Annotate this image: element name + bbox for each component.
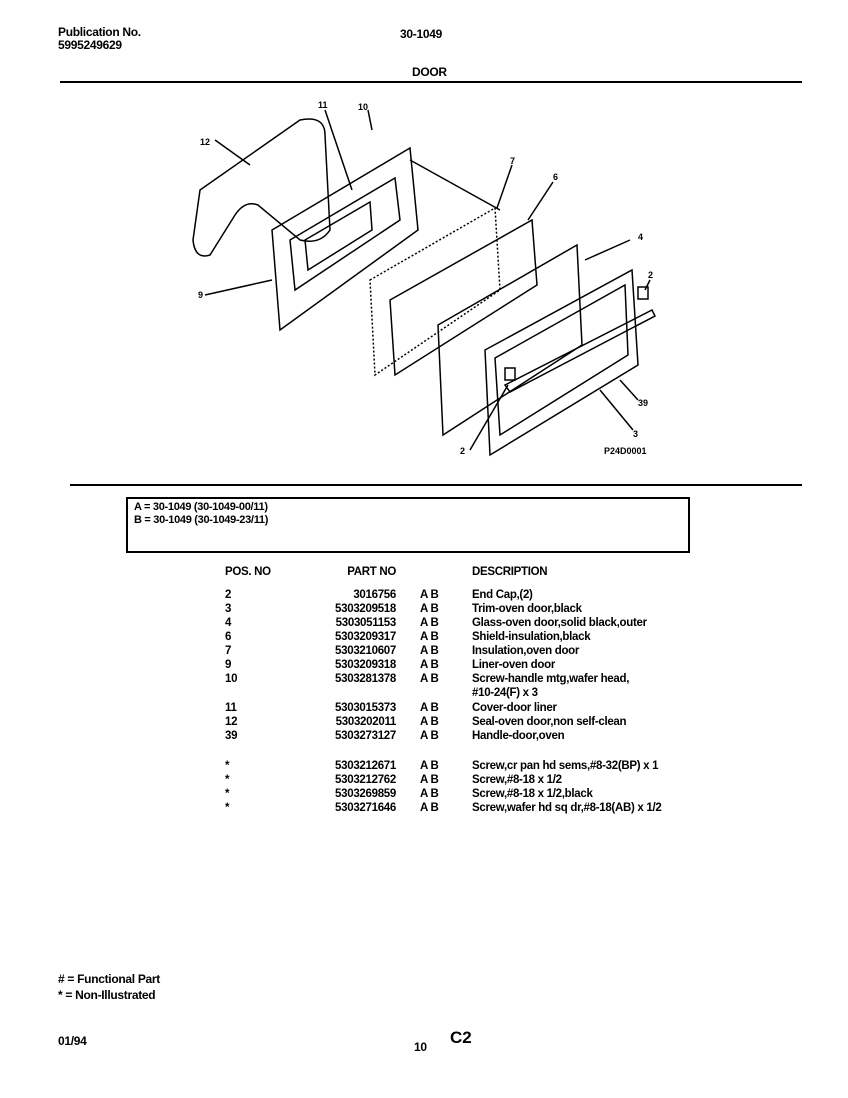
table-row: [0, 716, 848, 730]
page-code: C2: [450, 1028, 472, 1047]
pos-cell: *: [225, 760, 230, 772]
part-number-cell: 5303271646: [335, 802, 396, 814]
header-desc: DESCRIPTION: [472, 566, 548, 578]
part-number-cell: 5303015373: [335, 702, 396, 714]
description-cell: Handle-door,oven: [472, 730, 565, 742]
model-cell: A B: [420, 589, 439, 601]
part-number-cell: 5303209317: [335, 631, 396, 643]
footnote-functional: # = Functional Part: [58, 972, 160, 986]
callout: 39: [638, 398, 649, 408]
table-row: [0, 687, 848, 701]
description-cell: Screw,#8-18 x 1/2,black: [472, 788, 593, 800]
header-pos: POS. NO: [225, 566, 271, 578]
pos-cell: 12: [225, 716, 238, 728]
description-cell: Liner-oven door: [472, 659, 556, 671]
table-row: [0, 617, 848, 631]
pos-cell: 4: [225, 617, 232, 629]
description-cell: End Cap,(2): [472, 589, 533, 601]
table-row: [0, 760, 848, 774]
callout: 9: [198, 290, 204, 300]
model-cell: A B: [420, 730, 439, 742]
part-number-cell: 5303209318: [335, 659, 396, 671]
description-cell: Shield-insulation,black: [472, 631, 591, 643]
table-row: [0, 730, 848, 744]
legend-line-b: B = 30-1049 (30-1049-23/11): [134, 514, 269, 526]
pos-cell: 10: [225, 673, 238, 685]
description-cell: Seal-oven door,non self-clean: [472, 716, 627, 728]
liner-part-9: [272, 148, 418, 330]
table-row: [0, 603, 848, 617]
model-cell: A B: [420, 702, 439, 714]
description-cell: Trim-oven door,black: [472, 603, 582, 615]
table-header: [0, 566, 848, 580]
model-legend-box: [126, 497, 690, 553]
description-cell: Cover-door liner: [472, 702, 557, 714]
part-number-cell: 5303051153: [335, 617, 396, 629]
callout: 3: [633, 429, 639, 439]
part-number-cell: 5303273127: [335, 730, 396, 742]
part-number-cell: 5303269859: [335, 788, 396, 800]
model-cell: A B: [420, 760, 439, 772]
part-number-cell: 5303281378: [335, 673, 396, 685]
part-number-cell: 5303209518: [335, 603, 396, 615]
table-row: [0, 788, 848, 802]
description-cell: Glass-oven door,solid black,outer: [472, 617, 647, 629]
pos-cell: 3: [225, 603, 232, 615]
model-cell: A B: [420, 716, 439, 728]
description-cell: #10-24(F) x 3: [472, 687, 538, 699]
model-cell: A B: [420, 617, 439, 629]
description-cell: Screw,#8-18 x 1/2: [472, 774, 562, 786]
pos-cell: 6: [225, 631, 232, 643]
table-row: [0, 589, 848, 603]
part-number-cell: 5303210607: [335, 645, 396, 657]
pos-cell: 2: [225, 589, 232, 601]
model-cell: A B: [420, 788, 439, 800]
model-number: 30-1049: [400, 27, 442, 41]
description-cell: Insulation,oven door: [472, 645, 580, 657]
shield-part-6: [390, 220, 537, 375]
publication-number: 5995249629: [58, 38, 122, 52]
legend-line-a: A = 30-1049 (30-1049-00/11): [134, 501, 268, 513]
callout: 10: [358, 102, 369, 112]
callout: 7: [510, 156, 516, 166]
diagram-rule: [70, 484, 802, 486]
model-cell: A B: [420, 659, 439, 671]
callout: 12: [200, 137, 211, 147]
pos-cell: *: [225, 802, 230, 814]
model-cell: A B: [420, 603, 439, 615]
footnote-non-illustrated: * = Non-Illustrated: [58, 988, 156, 1002]
model-cell: A B: [420, 673, 439, 685]
header-rule: [60, 81, 802, 83]
table-row: [0, 631, 848, 645]
pos-cell: 9: [225, 659, 232, 671]
footer-date: 01/94: [58, 1034, 87, 1048]
model-cell: A B: [420, 645, 439, 657]
table-row: [0, 802, 848, 816]
section-title: DOOR: [412, 65, 447, 79]
pos-cell: 39: [225, 730, 238, 742]
table-row: [0, 659, 848, 673]
table-row: [0, 774, 848, 788]
model-cell: A B: [420, 802, 439, 814]
end-cap-part-2: [638, 287, 648, 299]
pos-cell: 11: [225, 702, 237, 714]
callout: 11: [318, 100, 328, 110]
part-number-cell: 5303212671: [335, 760, 396, 772]
header-part: PART NO: [347, 566, 396, 578]
figure-id: P24D0001: [604, 446, 647, 456]
callout: 2: [460, 446, 466, 456]
part-number-cell: 3016756: [353, 589, 396, 601]
callout: 2: [648, 270, 654, 280]
part-number-cell: 5303202011: [335, 716, 396, 728]
seal-part-12: [193, 119, 330, 256]
pos-cell: *: [225, 774, 230, 786]
table-row: [0, 702, 848, 716]
model-cell: A B: [420, 631, 439, 643]
glass-part-4: [438, 245, 582, 435]
description-cell: Screw-handle mtg,wafer head,: [472, 673, 630, 685]
description-cell: Screw,wafer hd sq dr,#8-18(AB) x 1/2: [472, 802, 662, 814]
part-number-cell: 5303212762: [335, 774, 396, 786]
table-row: [0, 645, 848, 659]
pos-cell: 7: [225, 645, 232, 657]
exploded-door-diagram: [0, 90, 848, 470]
model-cell: A B: [420, 774, 439, 786]
publication-label: Publication No.: [58, 25, 141, 39]
callout: 4: [638, 232, 644, 242]
description-cell: Screw,cr pan hd sems,#8-32(BP) x 1: [472, 760, 659, 772]
pos-cell: *: [225, 788, 230, 800]
page-number: 10: [414, 1040, 427, 1054]
table-row: [0, 673, 848, 687]
callout: 6: [553, 172, 559, 182]
